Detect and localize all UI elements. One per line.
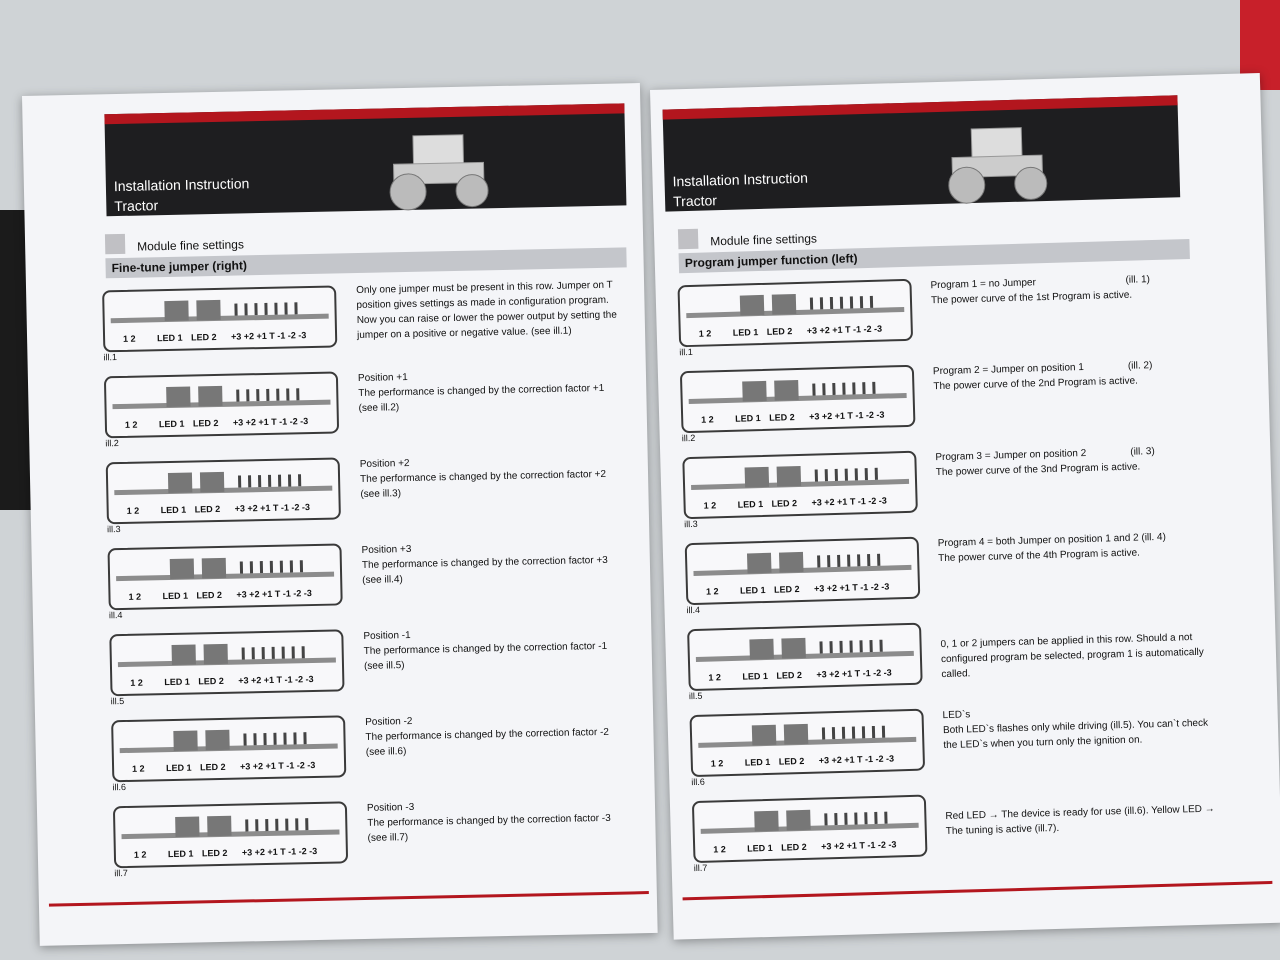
program-title: Program 1 = no Jumper [930, 277, 1037, 292]
diagram-label-led1: LED 1 [744, 756, 771, 768]
diagram-label-led1: LED 1 [166, 762, 192, 774]
led-square [204, 644, 228, 664]
program-body: The power curve of the 3nd Program is active. [935, 461, 1141, 479]
pin [278, 475, 281, 487]
ill-label: ill.5 [110, 695, 125, 707]
diagram-label-led2: LED 2 [781, 841, 807, 853]
led-square [207, 816, 231, 836]
ill-label: ill.2 [681, 432, 696, 444]
diagram-label-nums: 1 2 [713, 844, 726, 855]
program-body: Both LED`s flashes only while driving (ill.5). You can`t check the LED`s when you turn only the ignition on. [942, 717, 1209, 752]
pin [872, 726, 875, 738]
diagram-label-led1: LED 1 [158, 418, 185, 430]
led-square [784, 724, 809, 745]
pin [236, 390, 239, 402]
diagram-labels [695, 839, 925, 855]
diagram-label-led2: LED 2 [201, 847, 228, 859]
pin [882, 726, 885, 738]
ill-label: ill.7 [114, 867, 128, 879]
pin [255, 819, 258, 831]
diagram-label-led1: LED 1 [156, 332, 183, 344]
ill-label: ill.7 [693, 862, 708, 874]
diagram-label-nums: 1 2 [705, 586, 719, 597]
jumper-diagram [680, 365, 916, 434]
program-body: Red LED → The device is ready for use (ill.6). Yellow LED → The tuning is active (ill.7). [945, 803, 1215, 838]
jumper-diagram [682, 451, 918, 520]
jumper-diagram [113, 801, 348, 868]
jumper-diagram [102, 285, 337, 352]
diagram-label-nums: 1 2 [130, 677, 143, 688]
pin [832, 727, 835, 739]
led-square [772, 294, 797, 315]
pin [855, 468, 858, 480]
pin [832, 383, 835, 395]
pin [819, 641, 822, 653]
pin [869, 640, 872, 652]
led-square [166, 387, 190, 407]
diagram-label-nums: 1 2 [123, 333, 136, 344]
program-body: The power curve of the 4th Program is active. [938, 547, 1141, 565]
position-title: Position +3 [361, 543, 412, 556]
position-body: The performance is changed by the correction factor -2 [365, 726, 610, 743]
diagram-label-led1: LED 1 [737, 499, 764, 510]
pin [835, 469, 838, 481]
pin [293, 732, 296, 744]
right-page [650, 73, 1280, 940]
diagram-label-pins: +3 +2 +1 T -1 -2 -3 [809, 409, 885, 422]
ill-label: ill.1 [679, 346, 693, 358]
pin [285, 819, 288, 831]
diagram-label-led2: LED 2 [766, 326, 793, 337]
pin [240, 561, 243, 573]
diagram-label-nums: 1 2 [701, 414, 714, 425]
pin [262, 647, 265, 659]
pin [860, 296, 863, 308]
pin [234, 304, 237, 316]
pin [842, 383, 845, 395]
led-square [175, 816, 199, 836]
pin [266, 389, 269, 401]
diagram-labels [112, 673, 342, 688]
ill-label: ill.1 [103, 352, 118, 363]
pin [243, 733, 246, 745]
pin [296, 388, 299, 400]
diagram-label-led1: LED 1 [735, 413, 761, 424]
diagram-label-led1: LED 1 [160, 504, 187, 516]
pin [862, 726, 865, 738]
program-body: The power curve of the 2nd Program is active. [933, 375, 1139, 393]
led-square [786, 810, 811, 831]
pin [258, 475, 261, 487]
pin [854, 812, 857, 824]
diagram-label-nums: 1 2 [698, 328, 712, 339]
pin [822, 727, 825, 739]
diagram-labels [105, 329, 335, 344]
led-square [745, 467, 770, 488]
pin [820, 297, 823, 309]
position-see: (see ill.5) [363, 660, 405, 672]
program-ref: (ill. 2) [1127, 360, 1153, 372]
position-see: (see ill.6) [365, 746, 407, 758]
diagram-labels [688, 581, 918, 597]
ill-label: ill.2 [105, 438, 119, 449]
led-square [164, 301, 188, 321]
led-square [200, 472, 224, 492]
led-square [170, 559, 194, 579]
diagram-label-pins: +3 +2 +1 T -1 -2 -3 [806, 323, 883, 336]
tractor-icon [373, 124, 505, 213]
section-marker [678, 229, 699, 250]
footer-line [49, 891, 649, 907]
diagram-label-led1: LED 1 [742, 670, 769, 682]
led-square [779, 552, 804, 573]
position-see: (see ill.7) [367, 832, 409, 844]
pin [829, 641, 832, 653]
led-square [205, 730, 229, 750]
diagram-label-pins: +3 +2 +1 T -1 -2 -3 [811, 495, 887, 508]
led-square [202, 558, 226, 578]
left-page [22, 83, 658, 946]
diagram-label-led2: LED 2 [773, 584, 800, 595]
position-title: Position -2 [365, 715, 413, 728]
jumper-diagram [685, 537, 921, 606]
diagram-label-nums: 1 2 [128, 591, 142, 602]
header-title [672, 168, 808, 212]
pin [303, 732, 306, 744]
program-title [940, 615, 1210, 623]
pin [273, 733, 276, 745]
ill-label: ill.4 [686, 604, 701, 616]
pin [276, 389, 279, 401]
diagram-label-led2: LED 2 [776, 669, 803, 681]
position-see: (see ill.4) [362, 574, 403, 586]
pin [248, 475, 251, 487]
pin [867, 554, 870, 566]
pin [284, 302, 287, 314]
pin [812, 384, 815, 396]
led-square [742, 381, 767, 402]
program-ref: (ill. 3) [1130, 446, 1155, 458]
diagram-label-led1: LED 1 [162, 590, 189, 602]
pin [850, 296, 853, 308]
led-square [747, 553, 772, 574]
pin [253, 733, 256, 745]
diagram-labels [690, 667, 920, 683]
pin [250, 561, 253, 573]
led-square [754, 811, 779, 832]
ill-label: ill.3 [106, 524, 121, 535]
diagram-labels [107, 415, 337, 430]
pin [290, 560, 293, 572]
diagram-label-nums: 1 2 [133, 849, 147, 860]
pin [842, 727, 845, 739]
pin [840, 297, 843, 309]
diagram-label-led2: LED 2 [771, 498, 798, 509]
ill-label: ill.5 [688, 690, 703, 702]
diagram-label-led2: LED 2 [778, 755, 805, 767]
diagram-label-pins: +3 +2 +1 T -1 -2 -3 [821, 839, 897, 852]
pin [827, 555, 830, 567]
pin [877, 554, 880, 566]
diagram-labels [114, 759, 344, 774]
led-square [774, 380, 799, 401]
diagram-labels [109, 501, 339, 516]
header-line1: Installation Instruction [113, 175, 250, 195]
pin [817, 555, 820, 567]
ill-label: ill.4 [108, 610, 123, 621]
pin [874, 812, 877, 824]
diagram-labels [683, 409, 913, 425]
diagram-label-nums: 1 2 [124, 419, 138, 430]
pin [270, 561, 273, 573]
program-ref: (ill. 1) [1125, 274, 1151, 286]
jumper-diagram [692, 795, 928, 864]
pin [264, 303, 267, 315]
pin [865, 468, 868, 480]
pin [268, 475, 271, 487]
diagram-label-led2: LED 2 [198, 675, 224, 687]
pin [286, 388, 289, 400]
pin [242, 647, 245, 659]
diagram-label-led2: LED 2 [190, 331, 217, 343]
diagram-label-pins: +3 +2 +1 T -1 -2 -3 [239, 760, 316, 772]
diagram-label-led2: LED 2 [192, 417, 219, 429]
position-title: Position +1 [357, 371, 408, 385]
pin [295, 818, 298, 830]
program-body: 0, 1 or 2 jumpers can be applied in this row. Should a not configured program be selected, program 1 is automatically called. [940, 632, 1204, 681]
pin [864, 812, 867, 824]
pin [884, 812, 887, 824]
section-title: Module fine settings [137, 237, 245, 254]
diagram-label-pins: +3 +2 +1 T -1 -2 -3 [236, 588, 312, 600]
program-title: LED`s [942, 709, 971, 722]
diagram-label-led1: LED 1 [164, 676, 190, 688]
program-title: Program 3 = Jumper on position 2 [935, 447, 1087, 464]
pin [300, 560, 303, 572]
led-square [740, 295, 765, 316]
position-body: The performance is changed by the correction factor +3 [361, 554, 608, 571]
led-square [749, 639, 774, 660]
pin [254, 303, 257, 315]
diagram-labels [681, 323, 911, 339]
pin [845, 469, 848, 481]
diagram-label-nums: 1 2 [710, 758, 724, 769]
diagram-label-led1: LED 1 [167, 848, 194, 860]
diagram-label-led2: LED 2 [194, 503, 221, 515]
pin [265, 819, 268, 831]
pin [288, 474, 291, 486]
pin [879, 640, 882, 652]
jumper-diagram [111, 715, 346, 782]
pin [280, 561, 283, 573]
diagram-label-pins: +3 +2 +1 T -1 -2 -3 [230, 330, 307, 342]
pin [302, 646, 305, 658]
led-square [781, 638, 806, 659]
tractor-icon [931, 117, 1063, 207]
pin [244, 303, 247, 315]
diagram-label-pins: +3 +2 +1 T -1 -2 -3 [232, 416, 309, 428]
diagram-label-pins: +3 +2 +1 T -1 -2 -3 [241, 845, 318, 858]
diagram-label-nums: 1 2 [708, 672, 722, 683]
diagram-label-led1: LED 1 [747, 842, 773, 854]
pin [872, 382, 875, 394]
header-line2: Tractor [114, 197, 159, 215]
pin [256, 389, 259, 401]
jumper-diagram [109, 629, 344, 696]
pin [260, 561, 263, 573]
position-title: Position -3 [366, 801, 415, 814]
diagram-label-pins: +3 +2 +1 T -1 -2 -3 [816, 667, 892, 680]
program-ref [1135, 615, 1195, 617]
pin [857, 554, 860, 566]
pin [246, 389, 249, 401]
position-see: (see ill.3) [360, 488, 402, 500]
diagram-label-led2: LED 2 [196, 589, 223, 601]
pin [238, 475, 241, 487]
pin [252, 647, 255, 659]
program-title: Program 2 = Jumper on position 1 [932, 361, 1084, 378]
jumper-diagram [677, 279, 913, 348]
led-square [168, 473, 192, 493]
pin [298, 474, 301, 486]
position-see: (see ill.2) [358, 402, 400, 415]
diagram-labels [116, 845, 346, 860]
pin [274, 303, 277, 315]
diagram-label-nums: 1 2 [132, 763, 145, 774]
header-title [114, 173, 250, 216]
program-ref [1140, 787, 1200, 789]
pin [837, 555, 840, 567]
pin [875, 468, 878, 480]
pin [830, 297, 833, 309]
led-square [196, 300, 220, 320]
pin [282, 647, 285, 659]
led-square [172, 644, 196, 664]
led-square [777, 466, 802, 487]
led-square [752, 725, 777, 746]
pin [822, 383, 825, 395]
jumper-diagram [106, 457, 341, 524]
section-title: Module fine settings [710, 231, 818, 249]
diagram-labels [693, 753, 923, 769]
subsection-title: Fine-tune jumper (right) [105, 247, 626, 278]
diagram-label-pins: +3 +2 +1 T -1 -2 -3 [234, 502, 311, 514]
position-body: The performance is changed by the correction factor +1 [358, 382, 605, 400]
pin [283, 733, 286, 745]
ill-label: ill.6 [691, 776, 705, 788]
jumper-diagram [104, 371, 339, 438]
subsection-title: Program jumper function (left) [679, 239, 1190, 273]
pin [272, 647, 275, 659]
led-square [198, 386, 222, 406]
position-body: The performance is changed by the correction factor -1 [363, 640, 608, 657]
pin [815, 469, 818, 481]
program-title: Program 4 = both Jumper on position 1 and 2 (ill. 4) [937, 531, 1167, 550]
header-line2: Tractor [672, 192, 718, 210]
pin [305, 818, 308, 830]
pin [859, 640, 862, 652]
program-title [945, 787, 1215, 795]
position-title: Position +2 [359, 457, 410, 471]
pin [839, 641, 842, 653]
position-body: The performance is changed by the correction factor +2 [359, 468, 607, 486]
header-banner [663, 95, 1181, 211]
diagram-label-nums: 1 2 [703, 500, 717, 511]
header-banner [104, 103, 626, 216]
diagram-label-pins: +3 +2 +1 T -1 -2 -3 [813, 581, 890, 594]
ill-label: ill.6 [112, 781, 127, 793]
section-marker [105, 234, 125, 254]
diagram-label-nums: 1 2 [126, 505, 140, 516]
diagram-label-pins: +3 +2 +1 T -1 -2 -3 [818, 753, 895, 766]
diagram-labels [110, 587, 340, 602]
header-line1: Installation Instruction [672, 169, 809, 190]
diagram-label-led1: LED 1 [739, 584, 766, 596]
pin [844, 813, 847, 825]
jumper-diagram [687, 623, 923, 692]
position-body: The performance is changed by the correction factor -3 [367, 812, 611, 829]
pin [852, 382, 855, 394]
footer-line [683, 881, 1273, 900]
intro-text: Only one jumper must be present in this row. Jumper on T position gives settings as made in configuration program. Now you can raise or lower the power output by setting the jumper on a positive or negative value. (see ill.1) [356, 279, 617, 342]
led-square [173, 730, 197, 750]
pin [862, 382, 865, 394]
pin [275, 819, 278, 831]
pin [263, 733, 266, 745]
jumper-diagram [107, 543, 342, 610]
diagram-label-led2: LED 2 [199, 761, 226, 773]
pin [847, 555, 850, 567]
pin [852, 727, 855, 739]
pin [292, 646, 295, 658]
pin [849, 641, 852, 653]
position-title: Position -1 [363, 629, 411, 642]
diagram-label-pins: +3 +2 +1 T -1 -2 -3 [238, 674, 314, 686]
pin [824, 813, 827, 825]
pin [870, 296, 873, 308]
pin [245, 819, 248, 831]
pin [810, 298, 813, 310]
pin [834, 813, 837, 825]
jumper-diagram [689, 709, 925, 778]
ill-label: ill.3 [683, 518, 698, 530]
diagram-label-led2: LED 2 [769, 412, 795, 423]
pin [825, 469, 828, 481]
diagram-label-led1: LED 1 [732, 327, 759, 338]
program-body: The power curve of the 1st Program is active. [930, 289, 1133, 307]
pin [294, 302, 297, 314]
diagram-labels [685, 495, 915, 511]
